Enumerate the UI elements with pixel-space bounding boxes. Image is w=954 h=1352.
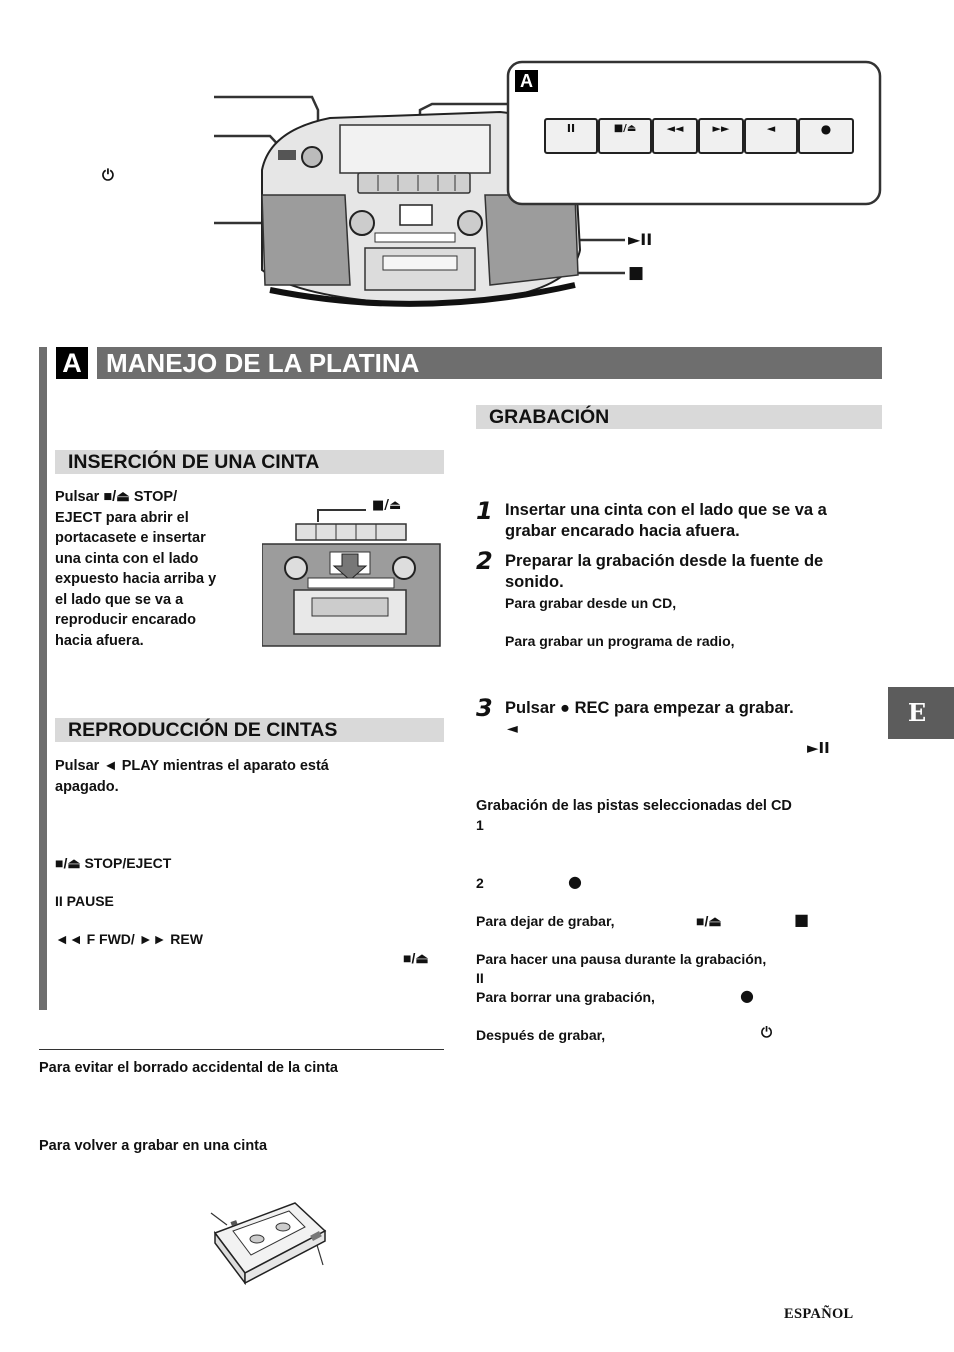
cassette-insertion-figure bbox=[262, 496, 442, 648]
radio-note: Para grabar un programa de radio, bbox=[505, 633, 735, 649]
play-button[interactable] bbox=[744, 118, 798, 154]
stop-eject-symbol: ■/⏏ bbox=[403, 950, 429, 966]
playback-text bbox=[55, 756, 445, 797]
stop-eject-symbol: ■/⏏ bbox=[696, 913, 722, 929]
re-record-note: Para volver a grabar en una cinta bbox=[39, 1138, 268, 1154]
text-line: portacasete e insertar bbox=[55, 530, 206, 546]
rewind-label: ◄◄ bbox=[666, 122, 684, 135]
play-label: ◄ bbox=[766, 122, 776, 135]
text-line: el lado que se va a bbox=[55, 591, 184, 608]
boombox-illustration bbox=[0, 0, 954, 330]
pause-button[interactable] bbox=[544, 118, 598, 154]
text-line: reproducir encarado bbox=[55, 612, 197, 628]
play-icon: ◄ bbox=[507, 721, 518, 737]
cassette-tab-figure bbox=[205, 1195, 335, 1285]
ffwd-rew-note: ◄◄ F FWD/ ►► REW bbox=[55, 931, 203, 947]
stop-eject-note: ■/⏏ STOP/EJECT bbox=[55, 855, 172, 871]
text-line: Pulsar ■/⏏ STOP/ bbox=[55, 489, 178, 505]
divider bbox=[39, 1049, 444, 1050]
fast-forward-button[interactable] bbox=[698, 118, 744, 154]
text-line: Pulsar ◄ PLAY mientras el aparato está bbox=[55, 758, 329, 774]
insert-text bbox=[55, 487, 255, 651]
section-badge-letter: A bbox=[62, 348, 82, 378]
stop-eject-button[interactable] bbox=[598, 118, 652, 154]
pause-note: II PAUSE bbox=[55, 893, 114, 909]
text-line: una cinta con el lado bbox=[55, 550, 199, 567]
pause-rec-note: Para hacer una pausa durante la grabación, bbox=[476, 951, 767, 967]
play-pause-icon: ►II bbox=[628, 230, 653, 249]
step-number: 2 bbox=[476, 547, 493, 575]
fast-forward-label: ►► bbox=[712, 122, 730, 135]
playback-heading: REPRODUCCIÓN DE CINTAS bbox=[55, 718, 444, 742]
pause-label: II bbox=[566, 122, 576, 135]
power-icon: ⏻ bbox=[102, 166, 114, 184]
after-rec-note: Después de grabar, bbox=[476, 1027, 606, 1043]
text-line: Insertar una cinta con el lado que se va a bbox=[505, 501, 827, 519]
text-line: expuesto hacia arriba y bbox=[55, 571, 217, 587]
stop-eject-figure-label: ■/⏏ bbox=[372, 498, 402, 513]
stop-icon: ■ bbox=[794, 910, 810, 929]
rewind-button[interactable] bbox=[652, 118, 698, 154]
deck-button-row bbox=[544, 118, 854, 152]
pause-icon: II bbox=[476, 970, 484, 986]
text-line: hacia afuera. bbox=[55, 632, 144, 649]
boombox-diagram bbox=[0, 0, 954, 330]
recording-heading: GRABACIÓN bbox=[476, 405, 882, 429]
rec-icon: ● bbox=[568, 872, 582, 891]
side-tab-letter: E bbox=[907, 698, 927, 727]
step-number: 1 bbox=[476, 497, 493, 525]
substep-2: 2 bbox=[476, 875, 484, 891]
stop-rec-note: Para dejar de grabar, bbox=[476, 913, 615, 929]
step-1-text bbox=[505, 500, 885, 542]
cd-note: Para grabar desde un CD, bbox=[505, 595, 677, 611]
stop-icon: ■ bbox=[628, 263, 645, 283]
rec-icon: ● bbox=[740, 986, 754, 1005]
text-line: grabar encarado hacia afuera. bbox=[505, 522, 740, 540]
text-line: sonido. bbox=[505, 573, 564, 591]
text-line: Preparar la grabación desde la fuente de bbox=[505, 552, 824, 570]
step-2-text bbox=[505, 551, 885, 593]
play-pause-icon: ►II bbox=[807, 739, 830, 757]
inset-label: A bbox=[520, 71, 533, 91]
cassette-insertion-illustration bbox=[262, 496, 442, 648]
step-number: 3 bbox=[476, 694, 493, 722]
text-line: EJECT para abrir el bbox=[55, 509, 189, 526]
stop-eject-label: ■/⏏ bbox=[613, 123, 637, 134]
substep-1: 1 bbox=[476, 817, 484, 833]
text-line: apagado. bbox=[55, 778, 119, 795]
footer-language: ESPAÑOL bbox=[784, 1306, 854, 1322]
step-3-text: Pulsar ● REC para empezar a grabar. bbox=[505, 699, 794, 717]
cassette-illustration bbox=[205, 1195, 335, 1285]
avoid-erase-note: Para evitar el borrado accidental de la cinta bbox=[39, 1060, 338, 1076]
selected-tracks-heading: Grabación de las pistas seleccionadas del CD bbox=[476, 798, 792, 814]
power-icon: ⏻ bbox=[761, 1025, 773, 1041]
erase-rec-note: Para borrar una grabación, bbox=[476, 989, 655, 1005]
left-rule bbox=[39, 347, 47, 1010]
page-title: MANEJO DE LA PLATINA bbox=[106, 348, 420, 378]
insert-heading: INSERCIÓN DE UNA CINTA bbox=[55, 450, 444, 474]
rec-label: ● bbox=[820, 122, 832, 136]
rec-button[interactable] bbox=[798, 118, 854, 154]
